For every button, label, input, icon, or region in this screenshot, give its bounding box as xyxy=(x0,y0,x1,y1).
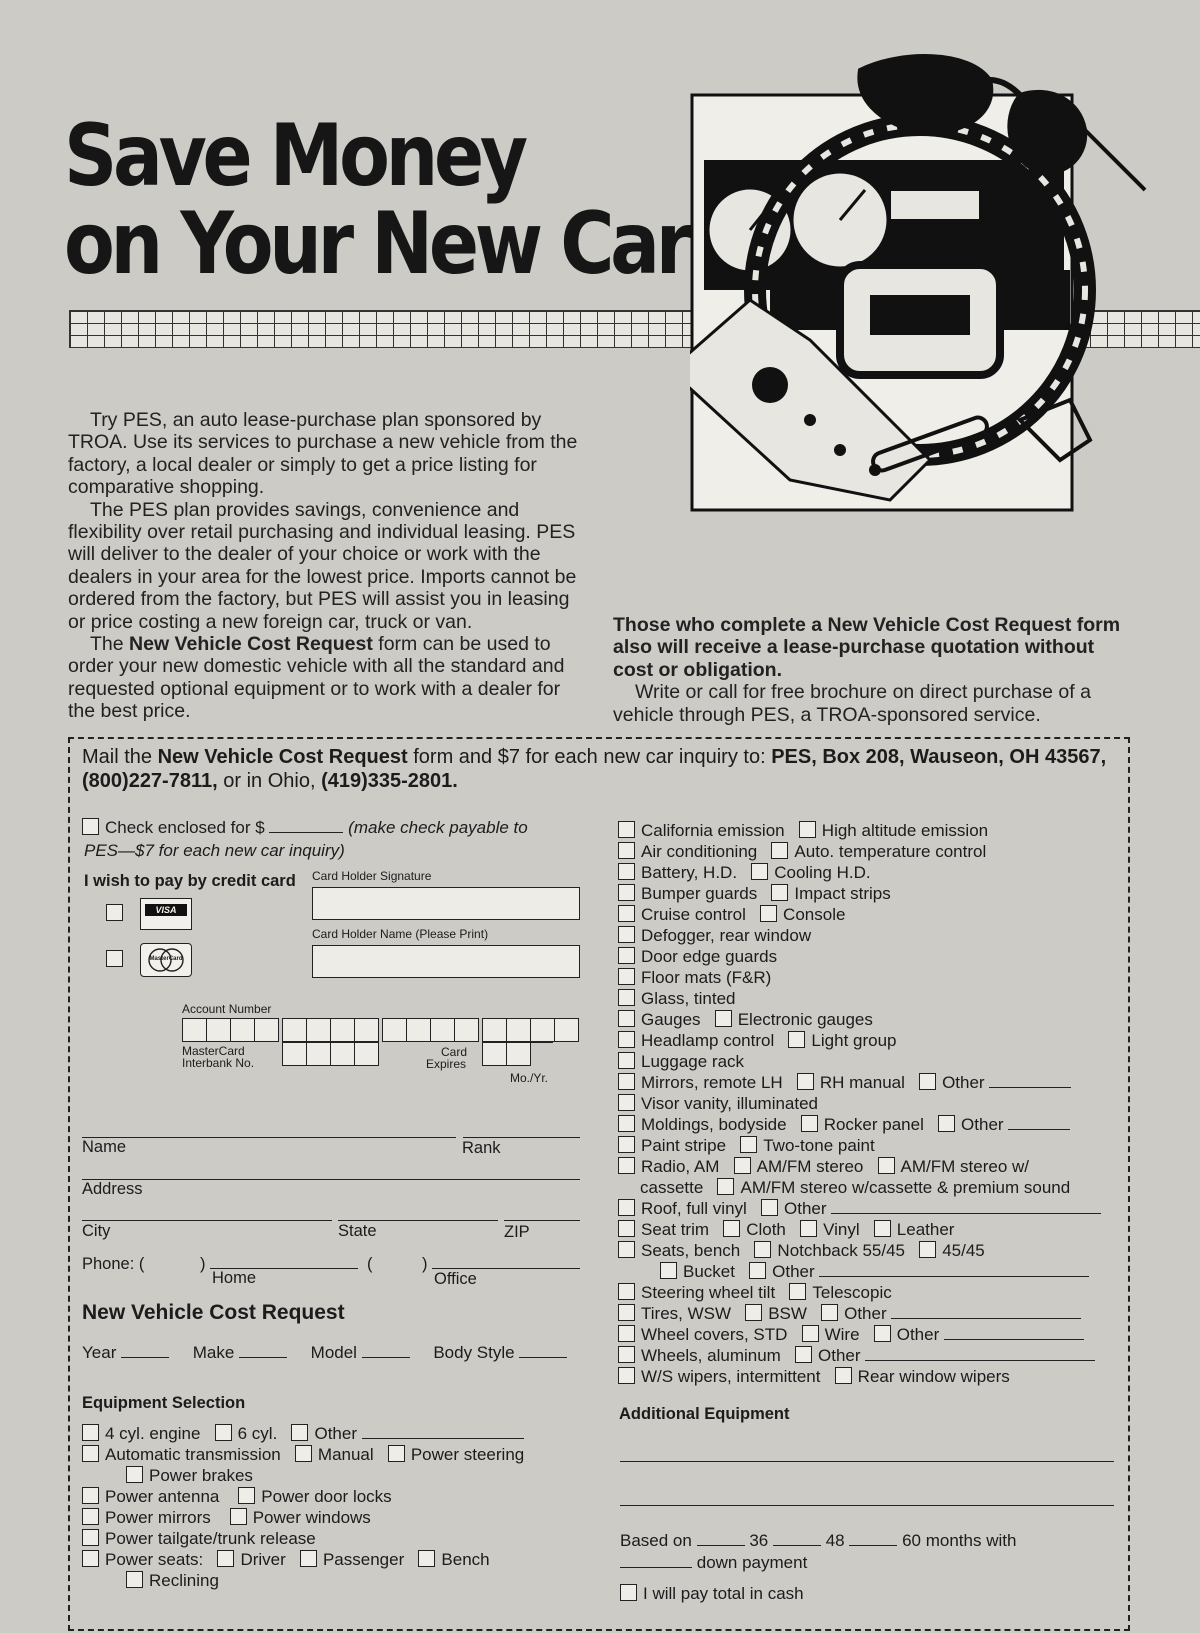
checkbox[interactable] xyxy=(82,1529,99,1546)
checkbox[interactable] xyxy=(618,1031,635,1048)
r13c: Other xyxy=(942,1073,985,1092)
visa-checkbox[interactable] xyxy=(106,904,123,921)
opt-row-27 xyxy=(618,1367,1010,1387)
checkbox[interactable] xyxy=(618,1325,635,1342)
blank-field[interactable] xyxy=(849,1531,897,1546)
card-holder-name-field[interactable] xyxy=(312,945,580,978)
opt-row-4 xyxy=(618,884,891,904)
mastercard-text: MasterCard xyxy=(149,956,183,962)
other-field[interactable] xyxy=(865,1346,1095,1361)
checkbox[interactable] xyxy=(291,1424,308,1441)
checkbox[interactable] xyxy=(749,1262,766,1279)
body-style-field[interactable] xyxy=(519,1343,567,1358)
opt-row-11 xyxy=(618,1031,897,1051)
blank-field[interactable] xyxy=(697,1531,745,1546)
down-payment-row xyxy=(620,1553,807,1573)
r27b: Rear window wipers xyxy=(857,1367,1010,1386)
opt-row-25 xyxy=(618,1325,1084,1345)
checkbox[interactable] xyxy=(788,1031,805,1048)
r7: Door edge guards xyxy=(641,947,778,966)
mail-t2: form and $7 for each new car inquiry to: xyxy=(407,746,772,768)
r17c: AM/FM stereo w/ xyxy=(900,1157,1029,1176)
blank-field[interactable] xyxy=(773,1531,821,1546)
r4b: Impact strips xyxy=(794,884,891,903)
model-field[interactable] xyxy=(362,1343,410,1358)
e8: Reclining xyxy=(149,1571,219,1590)
r20a: Seat trim xyxy=(641,1220,710,1239)
article-paragraph-3-bold xyxy=(613,614,1133,681)
mastercard-checkbox[interactable] xyxy=(106,950,123,967)
checkbox[interactable] xyxy=(760,905,777,922)
equipment-title: Equipment Selection xyxy=(82,1394,246,1412)
checkbox[interactable] xyxy=(618,1094,635,1111)
opt-row-19 xyxy=(618,1199,1101,1219)
checkbox[interactable] xyxy=(388,1445,405,1462)
check-note-2: PES—$7 for each new car inquiry) xyxy=(84,841,345,860)
r15c: Other xyxy=(961,1115,1004,1134)
checkbox[interactable] xyxy=(618,1241,635,1258)
checkbox[interactable] xyxy=(618,926,635,943)
checkbox[interactable] xyxy=(618,1367,635,1384)
r25b: Wire xyxy=(824,1325,860,1344)
checkbox[interactable] xyxy=(215,1424,232,1441)
checkbox[interactable] xyxy=(734,1157,751,1174)
checkbox[interactable] xyxy=(300,1550,317,1567)
opt-row-8 xyxy=(618,968,771,988)
other-field[interactable] xyxy=(891,1304,1081,1319)
r27a: W/S wipers, intermittent xyxy=(641,1367,821,1386)
e2c: Power steering xyxy=(410,1445,525,1464)
opt-row-16 xyxy=(618,1136,875,1156)
r1a: California emission xyxy=(641,821,785,840)
visa-logo xyxy=(140,898,192,930)
r16b: Two-tone paint xyxy=(763,1136,875,1155)
other-field[interactable] xyxy=(819,1262,1089,1277)
checkbox[interactable] xyxy=(230,1508,247,1525)
r21a: Seats, bench xyxy=(641,1241,741,1260)
r19a: Roof, full vinyl xyxy=(641,1199,747,1218)
mastercard-logo xyxy=(140,943,192,977)
cash-row xyxy=(620,1584,804,1604)
equip-row-7 xyxy=(82,1550,490,1570)
checkbox[interactable] xyxy=(771,842,788,859)
check-enclosed-checkbox[interactable] xyxy=(82,818,99,835)
mail-t1: Mail the xyxy=(82,746,158,768)
checkbox[interactable] xyxy=(835,1367,852,1384)
mail-b1: New Vehicle Cost Request xyxy=(157,746,408,768)
article-paragraph-4: Write or call for free brochure on direct purchase of a vehicle through PES, a TROA-sponsored service. xyxy=(613,681,1091,726)
checkbox[interactable] xyxy=(618,1199,635,1216)
checkbox[interactable] xyxy=(618,1283,635,1300)
r15a: Moldings, bodyside xyxy=(641,1115,787,1134)
equip-row-4 xyxy=(82,1487,392,1507)
equip-row-5 xyxy=(82,1508,371,1528)
equip-row-3 xyxy=(126,1466,253,1486)
p3-post: form can be used to order your new domestic vehicle with all the standard and requested optional equipment or to work with a dealer for the best price. xyxy=(68,633,565,723)
e7b: Driver xyxy=(240,1550,286,1569)
opt-row-10 xyxy=(618,1010,873,1030)
request-title: New Vehicle Cost Request xyxy=(82,1301,345,1324)
checkbox[interactable] xyxy=(723,1220,740,1237)
r18b: AM/FM stereo w/cassette & premium sound xyxy=(740,1178,1071,1197)
other-field[interactable] xyxy=(1008,1115,1070,1130)
opt-row-3 xyxy=(618,863,871,883)
r19b: Other xyxy=(784,1199,827,1218)
checkbox[interactable] xyxy=(919,1073,936,1090)
phone-paren-close-1: ) xyxy=(200,1255,206,1273)
checkbox[interactable] xyxy=(745,1304,762,1321)
checkbox[interactable] xyxy=(618,884,635,901)
checkbox[interactable] xyxy=(618,1304,635,1321)
opt-row-6 xyxy=(618,926,811,946)
article-paragraph-2: The PES plan provides savings, convenience and flexibility over retail purchasing and individual leasing. PES will deliver to the dealer of your choice or work with the dealers in your area for the lowest price. Imports cannot be ordered from the factory, but PES will assist you in leasing or price costing a new foreign car, truck or van. xyxy=(68,498,577,633)
opt-row-20 xyxy=(618,1220,954,1240)
opt-row-1 xyxy=(618,821,988,841)
interbank-label-1: MasterCard xyxy=(182,1044,245,1058)
zip-field[interactable] xyxy=(504,1220,580,1221)
article-paragraph-1: Try PES, an auto lease-purchase plan sponsored by TROA. Use its services to purchase a new vehicle from the factory, a local dealer or simply to get a price listing for comparative shopping. xyxy=(68,409,578,499)
state-label: State xyxy=(338,1222,377,1240)
card-expires-label-1: Card xyxy=(441,1045,468,1059)
e5a: Power mirrors xyxy=(105,1508,211,1527)
down-payment-field[interactable] xyxy=(620,1553,692,1568)
opt-row-14 xyxy=(618,1094,818,1114)
additional-equipment-title: Additional Equipment xyxy=(619,1405,790,1423)
article-column-right-bold xyxy=(613,614,1133,726)
checkbox[interactable] xyxy=(618,1220,635,1237)
checkbox[interactable] xyxy=(754,1241,771,1258)
e4b: Power door locks xyxy=(261,1487,392,1506)
r5a: Cruise control xyxy=(641,905,746,924)
r5b: Console xyxy=(783,905,846,924)
e1b: 6 cyl. xyxy=(237,1424,278,1443)
phone-label: Phone: ( xyxy=(82,1255,145,1273)
checkbox[interactable] xyxy=(919,1241,936,1258)
opt-row-17 xyxy=(618,1157,1029,1177)
check-label: Check enclosed for $ xyxy=(105,818,265,837)
checkbox[interactable] xyxy=(740,1136,757,1153)
checkbox[interactable] xyxy=(618,1115,635,1132)
name-field[interactable] xyxy=(82,1137,456,1138)
check-row xyxy=(82,818,528,838)
r15b: Rocker panel xyxy=(823,1115,924,1134)
e7a: Power seats: xyxy=(105,1550,204,1569)
r9: Glass, tinted xyxy=(641,989,736,1008)
r13a: Mirrors, remote LH xyxy=(641,1073,783,1092)
e2a: Automatic transmission xyxy=(105,1445,281,1464)
r17b: AM/FM stereo xyxy=(756,1157,864,1176)
checkbox[interactable] xyxy=(771,884,788,901)
rank-label: Rank xyxy=(462,1139,501,1157)
r16a: Paint stripe xyxy=(641,1136,727,1155)
other-field[interactable] xyxy=(989,1073,1071,1088)
headline-line1: Save Money xyxy=(64,106,524,206)
make-field[interactable] xyxy=(239,1343,287,1358)
r2b: Auto. temperature control xyxy=(794,842,987,861)
phone-paren-open-2: ( xyxy=(367,1255,373,1273)
office-label: Office xyxy=(434,1270,477,1288)
r21b: Notchback 55/45 xyxy=(777,1241,906,1260)
e1c: Other xyxy=(314,1424,358,1443)
cash-checkbox[interactable] xyxy=(620,1584,637,1601)
car-interior-illustration xyxy=(690,40,1150,520)
address-label: Address xyxy=(82,1180,143,1198)
check-amount-field[interactable] xyxy=(269,818,343,833)
months-60: 60 months with xyxy=(902,1531,1017,1550)
checkbox[interactable] xyxy=(618,1010,635,1027)
opt-row-5 xyxy=(618,905,845,925)
checkbox[interactable] xyxy=(715,1010,732,1027)
checkbox[interactable] xyxy=(618,821,635,838)
card-holder-signature-label: Card Holder Signature xyxy=(312,869,432,883)
r25c: Other xyxy=(896,1325,940,1344)
r23b: Telescopic xyxy=(812,1283,892,1302)
checkbox[interactable] xyxy=(821,1304,838,1321)
r14: Visor vanity, illuminated xyxy=(641,1094,819,1113)
based-on-row xyxy=(620,1531,1016,1551)
p3-pre: The xyxy=(90,633,130,656)
opt-row-21 xyxy=(618,1241,985,1261)
address-field[interactable] xyxy=(82,1179,580,1180)
mail-ohio-phone: (419)335-2801. xyxy=(321,770,458,792)
e2b: Manual xyxy=(317,1445,374,1464)
mail-instructions xyxy=(82,745,1112,793)
r20d: Leather xyxy=(896,1220,955,1239)
p3-bold2: Those who complete a New Vehicle Cost Request form also will receive a lease-purchase quotation without cost or obligation. xyxy=(613,614,1121,681)
equip-row-2 xyxy=(82,1445,524,1465)
rank-field[interactable] xyxy=(463,1137,580,1138)
article-paragraph-3 xyxy=(68,633,588,723)
account-number-label: Account Number xyxy=(182,1002,272,1016)
visa-text: VISA xyxy=(145,904,187,916)
opt-row-7 xyxy=(618,947,777,967)
additional-equipment-line-2[interactable] xyxy=(620,1505,1114,1506)
opt-row-22 xyxy=(660,1262,1089,1282)
r26b: Other xyxy=(818,1346,861,1365)
r17a: Radio, AM xyxy=(641,1157,720,1176)
checkbox[interactable] xyxy=(618,905,635,922)
checkbox[interactable] xyxy=(761,1199,778,1216)
e1a: 4 cyl. engine xyxy=(105,1424,201,1443)
based-on-label: Based on xyxy=(620,1531,692,1550)
r24b: BSW xyxy=(768,1304,807,1323)
checkbox[interactable] xyxy=(82,1508,99,1525)
checkbox[interactable] xyxy=(802,1325,819,1342)
r2a: Air conditioning xyxy=(641,842,758,861)
checkbox[interactable] xyxy=(874,1325,891,1342)
r10a: Gauges xyxy=(641,1010,701,1029)
r25a: Wheel covers, STD xyxy=(641,1325,788,1344)
checkbox[interactable] xyxy=(874,1220,891,1237)
other-engine-field[interactable] xyxy=(362,1424,524,1439)
opt-row-2 xyxy=(618,842,986,862)
credit-card-heading: I wish to pay by credit card xyxy=(84,872,296,890)
checkbox[interactable] xyxy=(799,821,816,838)
r26a: Wheels, aluminum xyxy=(641,1346,781,1365)
headline-line2: on Your New Car xyxy=(64,194,688,294)
e5b: Power windows xyxy=(252,1508,371,1527)
name-label: Name xyxy=(82,1138,127,1156)
card-expires-label-2: Expires xyxy=(426,1057,467,1071)
checkbox[interactable] xyxy=(618,1157,635,1174)
phone-paren-close-2: ) xyxy=(422,1255,428,1273)
checkbox[interactable] xyxy=(618,989,635,1006)
article-column-left xyxy=(68,409,588,723)
card-holder-signature-field[interactable] xyxy=(312,887,580,920)
year-label: Year xyxy=(82,1343,117,1362)
vehicle-info-row xyxy=(82,1343,567,1363)
checkbox[interactable] xyxy=(82,1424,99,1441)
r3a: Battery, H.D. xyxy=(641,863,738,882)
opt-row-9 xyxy=(618,989,736,1009)
r24c: Other xyxy=(844,1304,887,1323)
checkbox[interactable] xyxy=(126,1466,143,1483)
zip-label: ZIP xyxy=(504,1223,530,1241)
interbank-label-2: Interbank No. xyxy=(182,1056,255,1070)
months-48: 48 xyxy=(825,1531,845,1550)
equip-row-6 xyxy=(82,1529,316,1549)
r1b: High altitude emission xyxy=(821,821,989,840)
opt-row-15 xyxy=(618,1115,1070,1135)
checkbox[interactable] xyxy=(217,1550,234,1567)
mo-yr-label: Mo./Yr. xyxy=(510,1071,549,1085)
checkbox[interactable] xyxy=(618,1136,635,1153)
additional-equipment-line-1[interactable] xyxy=(620,1461,1114,1462)
checkbox[interactable] xyxy=(618,863,635,880)
r8: Floor mats (F&R) xyxy=(641,968,772,987)
equip-row-8 xyxy=(126,1571,219,1591)
p3-bold: New Vehicle Cost Request xyxy=(129,633,373,656)
model-label: Model xyxy=(310,1343,357,1362)
checkbox[interactable] xyxy=(82,1550,99,1567)
r4a: Bumper guards xyxy=(641,884,758,903)
r20b: Cloth xyxy=(746,1220,786,1239)
opt-row-12 xyxy=(618,1052,744,1072)
body-style-label: Body Style xyxy=(433,1343,515,1362)
city-label: City xyxy=(82,1222,111,1240)
checkbox[interactable] xyxy=(82,1487,99,1504)
r21c: 45/45 xyxy=(942,1241,985,1260)
r24a: Tires, WSW xyxy=(641,1304,732,1323)
mail-address: PES, Box 208, Wauseon, OH 43567, (800)227-7811, xyxy=(82,746,1107,792)
other-field[interactable] xyxy=(944,1325,1084,1340)
equip-row-1 xyxy=(82,1424,524,1444)
mail-t3: or in Ohio, xyxy=(217,770,322,792)
checkbox[interactable] xyxy=(878,1157,895,1174)
home-label: Home xyxy=(212,1269,257,1287)
checkbox[interactable] xyxy=(797,1073,814,1090)
e4a: Power antenna xyxy=(105,1487,220,1506)
e3: Power brakes xyxy=(149,1466,253,1485)
r18a: cassette xyxy=(640,1178,704,1197)
phone-office-field[interactable] xyxy=(432,1268,580,1269)
checkbox[interactable] xyxy=(618,1052,635,1069)
checkbox[interactable] xyxy=(238,1487,255,1504)
year-field[interactable] xyxy=(121,1343,169,1358)
checkbox[interactable] xyxy=(418,1550,435,1567)
state-field[interactable] xyxy=(338,1220,498,1221)
cash-label: I will pay total in cash xyxy=(643,1584,804,1603)
opt-row-13 xyxy=(618,1073,1071,1093)
checkbox[interactable] xyxy=(751,863,768,880)
opt-row-26 xyxy=(618,1346,1095,1366)
r20c: Vinyl xyxy=(823,1220,860,1239)
checkbox[interactable] xyxy=(295,1445,312,1462)
checkbox[interactable] xyxy=(938,1115,955,1132)
checkbox[interactable] xyxy=(618,1346,635,1363)
checkbox[interactable] xyxy=(618,1073,635,1090)
r22a: Bucket xyxy=(683,1262,735,1281)
card-holder-name-label: Card Holder Name (Please Print) xyxy=(312,927,489,941)
checkbox[interactable] xyxy=(795,1346,812,1363)
r11b: Light group xyxy=(811,1031,897,1050)
r6: Defogger, rear window xyxy=(641,926,812,945)
r3b: Cooling H.D. xyxy=(774,863,871,882)
checkbox[interactable] xyxy=(660,1262,677,1279)
check-note-1: (make check payable to xyxy=(348,818,528,837)
checkbox[interactable] xyxy=(717,1178,734,1195)
r11a: Headlamp control xyxy=(641,1031,775,1050)
opt-row-18 xyxy=(640,1178,1070,1198)
e7d: Bench xyxy=(441,1550,490,1569)
checkbox[interactable] xyxy=(618,842,635,859)
checkbox[interactable] xyxy=(126,1571,143,1588)
make-label: Make xyxy=(192,1343,235,1362)
checkbox[interactable] xyxy=(801,1115,818,1132)
checkbox[interactable] xyxy=(618,947,635,964)
city-field[interactable] xyxy=(82,1220,332,1221)
r22b: Other xyxy=(772,1262,815,1281)
checkbox[interactable] xyxy=(789,1283,806,1300)
down-payment-label: down payment xyxy=(696,1553,808,1572)
e6: Power tailgate/trunk release xyxy=(105,1529,316,1548)
months-36: 36 xyxy=(749,1531,769,1550)
other-field[interactable] xyxy=(831,1199,1101,1214)
r12: Luggage rack xyxy=(641,1052,745,1071)
checkbox[interactable] xyxy=(800,1220,817,1237)
opt-row-24 xyxy=(618,1304,1081,1324)
r23a: Steering wheel tilt xyxy=(641,1283,776,1302)
checkbox[interactable] xyxy=(82,1445,99,1462)
checkbox[interactable] xyxy=(618,968,635,985)
r10b: Electronic gauges xyxy=(737,1010,873,1029)
headline xyxy=(64,106,688,294)
r13b: RH manual xyxy=(819,1073,905,1092)
e7c: Passenger xyxy=(322,1550,405,1569)
opt-row-23 xyxy=(618,1283,892,1303)
